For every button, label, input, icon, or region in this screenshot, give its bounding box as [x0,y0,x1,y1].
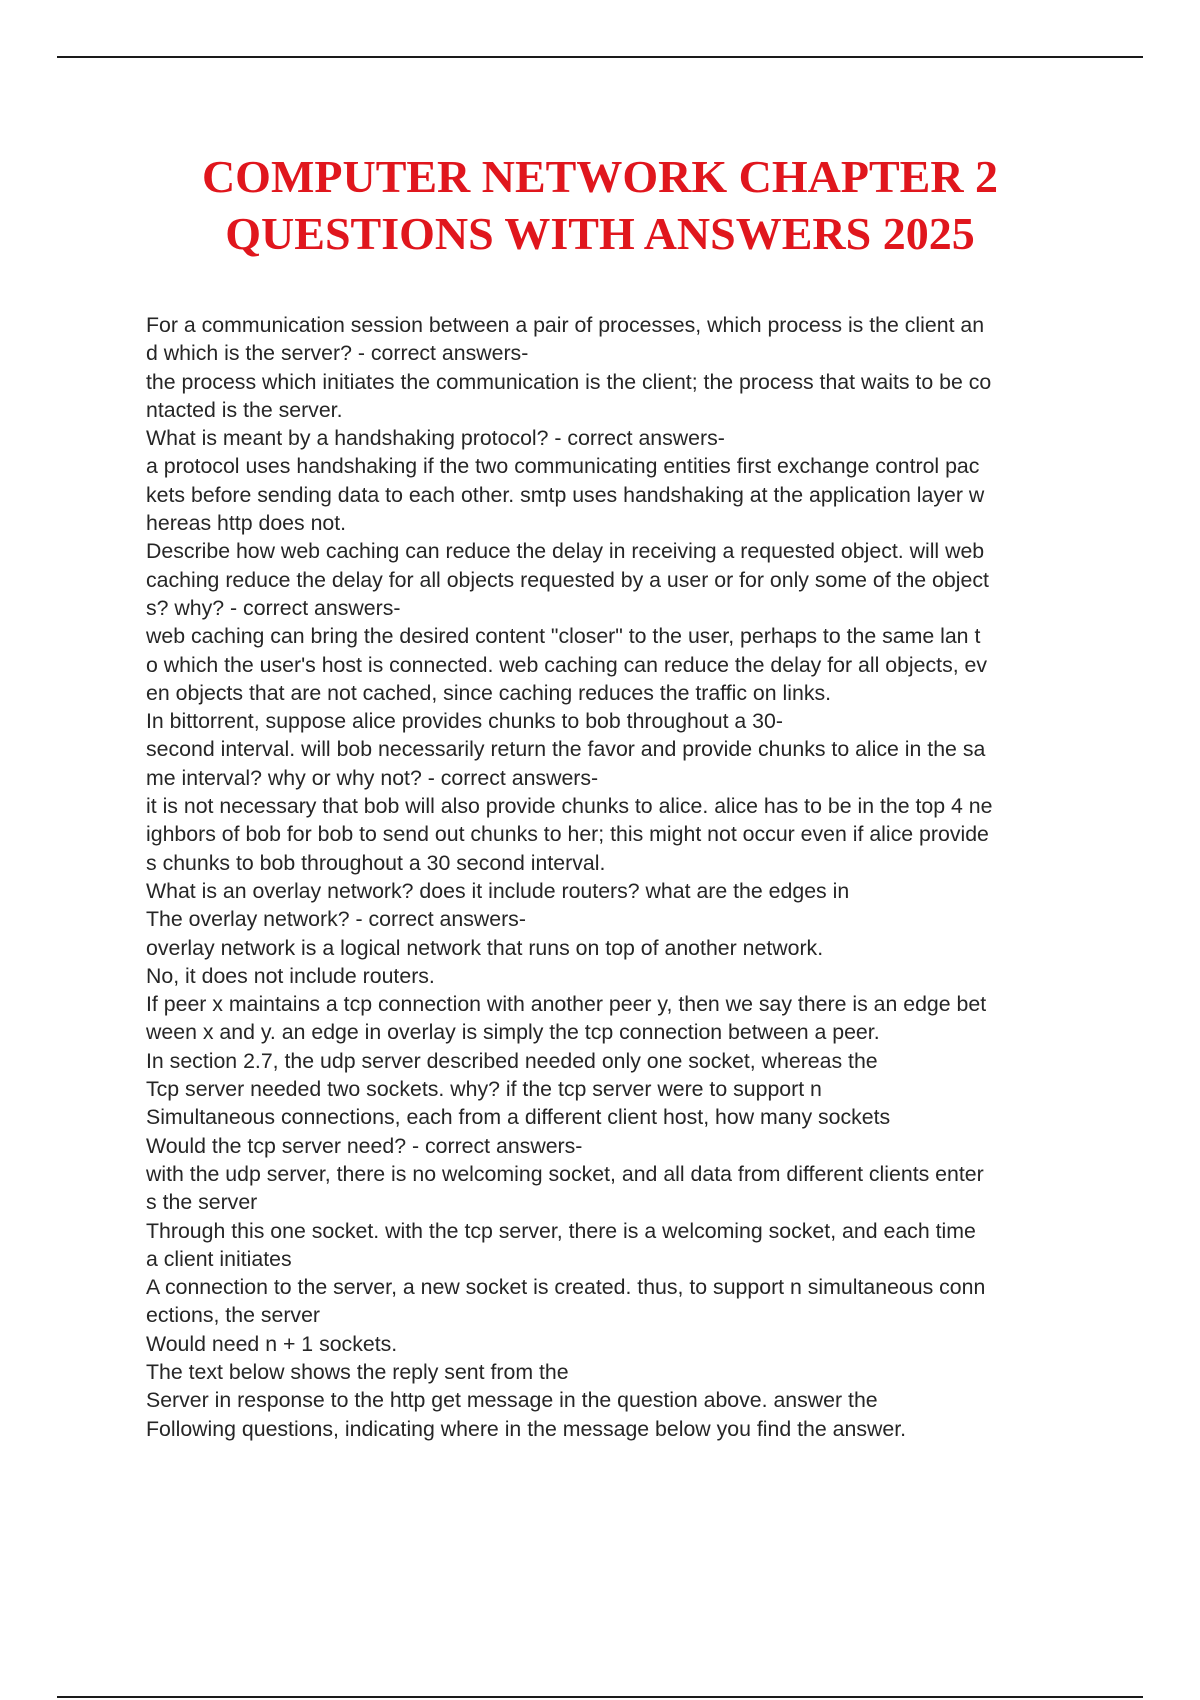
body-text-line: Simultaneous connections, each from a different client host, how many sockets [146,1105,891,1130]
body-text-line: a protocol uses handshaking if the two communicating entities first exchange control pac [146,454,980,479]
body-text-line: me interval? why or why not? - correct answers- [146,765,599,790]
body-text-line: The text below shows the reply sent from the [146,1359,569,1384]
body-text-line: hereas http does not. [146,511,347,536]
body-text-line: Would need n + 1 sockets. [146,1331,398,1356]
body-text-line: What is meant by a handshaking protocol? - correct answers- [146,426,725,451]
bottom-rule [57,1696,1143,1698]
body-text-line: ween x and y. an edge in overlay is simply the tcp connection between a peer. [146,1020,880,1045]
body-text-line: Through this one socket. with the tcp server, there is a welcoming socket, and each time [146,1218,976,1243]
top-rule [57,56,1143,58]
body-text-line: ntacted is the server. [146,397,343,422]
document-title [0,148,1200,262]
body-text-line: o which the user's host is connected. web caching can reduce the delay for all objects, ev [146,652,988,677]
body-text-line: ections, the server [146,1303,321,1328]
title-line-2: QUESTIONS WITH ANSWERS 2025 [225,208,975,259]
body-text-line: Describe how web caching can reduce the delay in receiving a requested object. will web [146,539,985,564]
body-text-line: For a communication session between a pair of processes, which process is the client an [146,313,985,337]
body-text-line: Tcp server needed two sockets. why? if the tcp server were to support n [146,1077,822,1102]
body-text-line: second interval. will bob necessarily return the favor and provide chunks to alice in the sa [146,737,986,762]
title-line-1: COMPUTER NETWORK CHAPTER 2 [201,151,999,202]
body-text-line: kets before sending data to each other. smtp uses handshaking at the application layer w [146,482,985,507]
body-text-line: Server in response to the http get message in the question above. answer the [146,1388,878,1413]
body-text-line: a client initiates [146,1246,292,1271]
body-text-line: caching reduce the delay for all objects requested by a user or for only some of the object [146,567,989,592]
body-text-line: overlay network is a logical network that runs on top of another network. [146,935,824,960]
body-text-line: it is not necessary that bob will also provide chunks to alice. alice has to be in the top 4 ne [146,794,993,819]
body-text-line: en objects that are not cached, since caching reduces the traffic on links. [146,680,832,705]
body-text-line: Following questions, indicating where in the message below you find the answer. [146,1416,907,1441]
body-text-line: web caching can bring the desired content "closer" to the user, perhaps to the same lan t [146,624,981,649]
body-text-line: A connection to the server, a new socket is created. thus, to support n simultaneous conn [146,1275,986,1300]
body-text-line: the process which initiates the communication is the client; the process that waits to be co [146,369,992,394]
body-text-line: No, it does not include routers. [146,963,435,988]
body-text-line: s chunks to bob throughout a 30 second interval. [146,850,606,875]
body-text-line: with the udp server, there is no welcoming socket, and all data from different clients enter [146,1161,984,1186]
body-text-line: ighbors of bob for bob to send out chunks to her; this might not occur even if alice provide [146,822,989,847]
body-text-line: What is an overlay network? does it include routers? what are the edges in [146,878,850,903]
document-body [146,311,1106,1443]
body-text-line: s? why? - correct answers- [146,595,401,620]
body-text-line: In section 2.7, the udp server described needed only one socket, whereas the [146,1048,878,1073]
body-text-line: s the server [146,1190,258,1215]
body-text-line: d which is the server? - correct answers- [146,341,529,366]
body-text-line: Would the tcp server need? - correct answers- [146,1133,583,1158]
body-text-line: If peer x maintains a tcp connection with another peer y, then we say there is an edge bet [146,992,987,1017]
body-text-line: The overlay network? - correct answers- [146,907,526,932]
body-text-line: In bittorrent, suppose alice provides chunks to bob throughout a 30- [146,709,783,734]
